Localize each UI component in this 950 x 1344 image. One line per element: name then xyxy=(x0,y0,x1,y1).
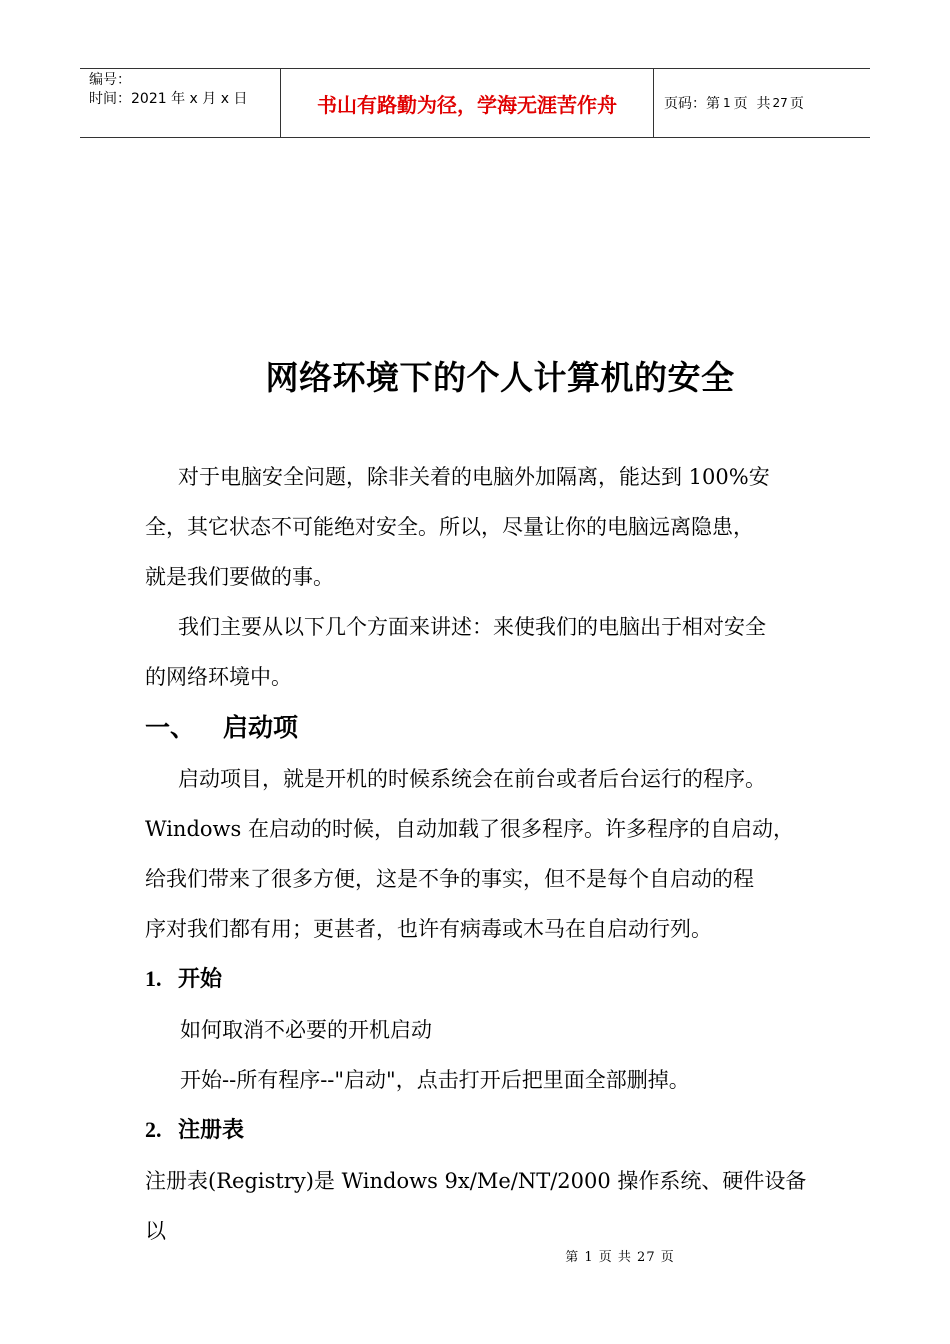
header-page-current: 1 xyxy=(723,96,731,110)
subsection-2-line-1: 注册表(Registry)是 Windows 9x/Me/NT/2000 操作系统、硬件设备以 xyxy=(145,1169,807,1243)
header-page-prefix: 页码：第 xyxy=(664,96,720,112)
section-1-line-4: 序对我们都有用；更甚者，也许有病毒或木马在自启动行列。 xyxy=(145,917,712,941)
subsection-1-line-2: 开始--所有程序--"启动"，点击打开后把里面全部删掉。 xyxy=(180,1068,690,1092)
header-number-label: 编号： xyxy=(89,72,131,88)
intro-paragraph-1-line-2: 全，其它状态不可能绝对安全。所以，尽量让你的电脑远离隐患， xyxy=(145,515,754,539)
subsection-1-text: 开始 xyxy=(178,967,223,992)
section-1-line-1: 启动项目，就是开机的时候系统会在前台或者后台运行的程序。 xyxy=(178,767,766,791)
header-time-label: 时间：2021 年 x 月 x 日 xyxy=(89,91,248,107)
subsection-2-number: 2. xyxy=(145,1117,162,1142)
header-page-suffix: 页 xyxy=(789,96,804,112)
subsection-2-text: 注册表 xyxy=(178,1118,245,1143)
section-1-heading xyxy=(145,702,815,754)
header-page-total: 27 xyxy=(772,96,788,110)
intro-paragraph-2-line-2: 的网络环境中。 xyxy=(145,665,292,689)
subsection-2-heading xyxy=(145,1105,815,1156)
subsection-1-line-1: 如何取消不必要的开机启动 xyxy=(180,1018,432,1042)
document-body xyxy=(145,452,815,1256)
intro-paragraph-2-line-1: 我们主要从以下几个方面来讲述：来使我们的电脑出于相对安全 xyxy=(178,615,766,639)
section-1-line-2: Windows 在启动的时候，自动加载了很多程序。许多程序的自启动， xyxy=(145,817,794,841)
header-page-middle: 页 共 xyxy=(733,96,771,112)
page-header xyxy=(80,68,870,138)
page-footer: 第 1 页 共 27 页 xyxy=(565,1250,675,1265)
section-1-heading-number: 一、 xyxy=(145,713,196,742)
intro-paragraph-1-line-3: 就是我们要做的事。 xyxy=(145,565,334,589)
document-title: 网络环境下的个人计算机的安全 xyxy=(265,358,735,397)
header-motto: 书山有路勤为径，学海无涯苦作舟 xyxy=(281,69,654,137)
header-meta-cell xyxy=(80,69,281,137)
header-page-info xyxy=(654,69,870,137)
subsection-1-heading xyxy=(145,954,815,1005)
section-1-line-3: 给我们带来了很多方便，这是不争的事实，但不是每个自启动的程 xyxy=(145,867,754,891)
section-1-heading-text: 启动项 xyxy=(223,713,299,742)
intro-paragraph-1-line-1: 对于电脑安全问题，除非关着的电脑外加隔离，能达到 100%安 xyxy=(178,465,770,489)
subsection-1-number: 1. xyxy=(145,966,162,991)
